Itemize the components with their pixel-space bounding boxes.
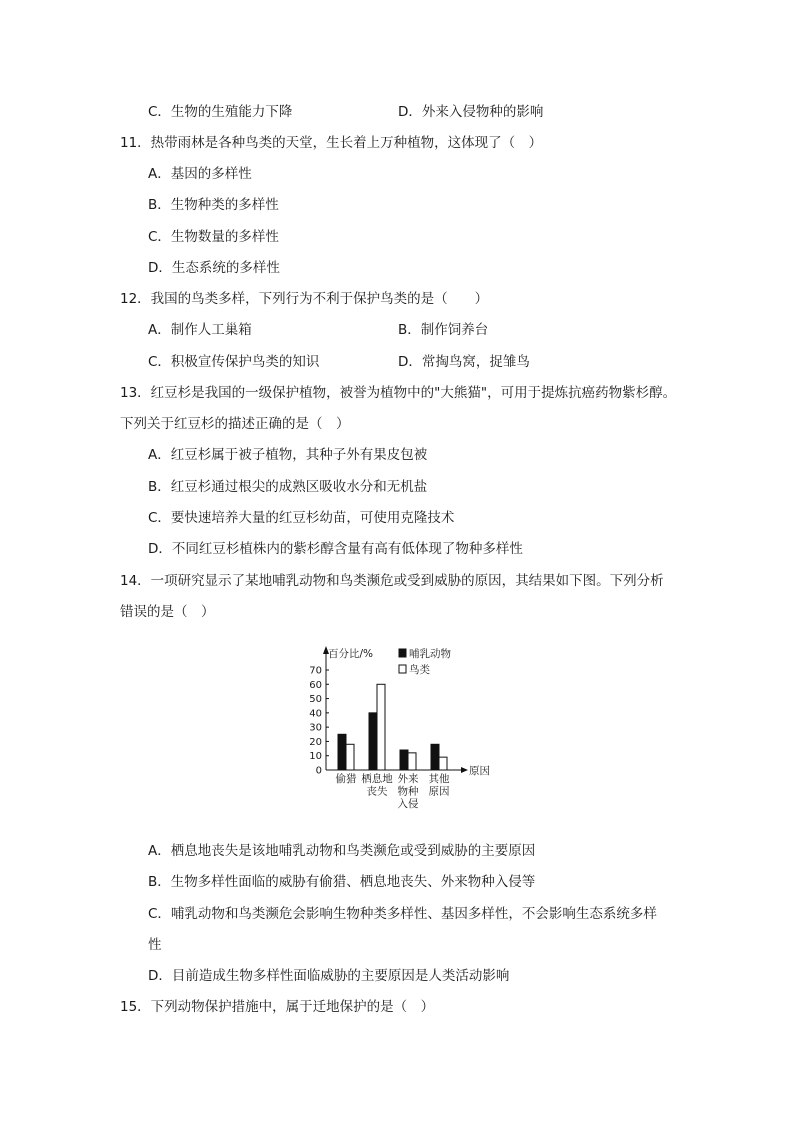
- y-tick-label: 70: [309, 665, 322, 677]
- q12-option-a: A．制作人工巢箱: [148, 322, 252, 338]
- q14-stem-line2: 错误的是（ ）: [120, 604, 215, 620]
- y-tick-label: 30: [309, 722, 322, 734]
- y-tick-label: 20: [309, 736, 322, 748]
- q15-stem: 15．下列动物保护措施中，属于迁地保护的是（ ）: [120, 999, 435, 1015]
- legend-swatch-mammal: [399, 649, 406, 657]
- bar-bird-1: [377, 684, 385, 770]
- q11-stem: 11．热带雨林是各种鸟类的天堂，生长着上万种植物，这体现了（ ）: [120, 135, 543, 151]
- q13-stem-line1: 13．红豆杉是我国的一级保护植物，被誉为植物中的"大熊猫"，可用于提炼抗癌药物紫杉醇。: [120, 385, 677, 401]
- y-axis-label: 百分比/%: [328, 648, 374, 660]
- q14-option-c-line1: C．哺乳动物和鸟类濒危会影响生物种类多样性、基因多样性，不会影响生态系统多样: [148, 906, 657, 922]
- q14-stem-line1: 14．一项研究显示了某地哺乳动物和鸟类濒危或受到威胁的原因，其结果如下图。下列分析: [120, 573, 664, 589]
- x-category-label: 其他: [428, 773, 450, 785]
- bar-mammal-2: [400, 750, 408, 770]
- q14-option-c-line2: 性: [148, 937, 162, 953]
- x-category-label: 物种: [397, 785, 419, 798]
- legend-label-mammal: 哺乳动物: [409, 648, 451, 660]
- q13-option-d: D．不同红豆杉植株内的紫杉醇含量有高有低体现了物种多样性: [148, 541, 523, 557]
- legend-label-bird: 鸟类: [409, 664, 430, 676]
- x-category-label: 入侵: [397, 798, 419, 810]
- x-category-label: 栖息地: [361, 773, 393, 785]
- x-axis-label: 原因: [469, 765, 490, 777]
- q13-stem-line2: 下列关于红豆杉的描述正确的是（ ）: [120, 416, 350, 432]
- q13-option-b: B．红豆杉通过根尖的成熟区吸收水分和无机盐: [148, 479, 428, 495]
- bar-mammal-1: [369, 713, 377, 770]
- q13-option-c: C．要快速培养大量的红豆杉幼苗，可使用克隆技术: [148, 510, 455, 526]
- q12-stem: 12．我国的鸟类多样，下列行为不利于保护鸟类的是（ ）: [120, 291, 489, 307]
- bar-bird-3: [439, 757, 447, 770]
- bar-mammal-3: [431, 744, 439, 770]
- x-category-label: 外来: [397, 773, 419, 785]
- q11-option-d: D．生态系统的多样性: [148, 260, 280, 276]
- q10-option-d: D．外来入侵物种的影响: [398, 104, 544, 120]
- y-tick-label: 50: [309, 694, 322, 706]
- q12-option-c: C．积极宣传保护鸟类的知识: [148, 354, 320, 370]
- q14-option-d: D．目前造成生物多样性面临威胁的主要原因是人类活动影响: [148, 968, 510, 984]
- x-category-label: 丧失: [366, 785, 388, 798]
- q12-option-b: B．制作饲养台: [398, 322, 489, 338]
- y-tick-label: 10: [309, 751, 322, 763]
- legend-swatch-bird: [399, 665, 406, 673]
- q11-option-c: C．生物数量的多样性: [148, 229, 279, 245]
- y-tick-label: 40: [309, 708, 322, 720]
- x-axis-arrow: [461, 767, 468, 773]
- chart-svg: [300, 640, 500, 820]
- q14-option-a: A．栖息地丧失是该地哺乳动物和鸟类濒危或受到威胁的主要原因: [148, 843, 536, 859]
- q14-option-b: B．生物多样性面临的威胁有偷猎、栖息地丧失、外来物种入侵等: [148, 874, 536, 890]
- x-category-label: 原因: [428, 785, 450, 798]
- bar-bird-2: [408, 753, 416, 770]
- q11-option-b: B．生物种类的多样性: [148, 197, 279, 213]
- bar-bird-0: [346, 744, 354, 770]
- y-tick-label: 60: [309, 679, 322, 691]
- q13-option-a: A．红豆杉属于被子植物，其种子外有果皮包被: [148, 447, 428, 463]
- q11-option-a: A．基因的多样性: [148, 166, 252, 182]
- q12-option-d: D．常掏鸟窝，捉雏鸟: [398, 354, 530, 370]
- q10-option-c: C．生物的生殖能力下降: [148, 104, 293, 120]
- y-tick-label: 0: [315, 765, 322, 777]
- x-category-label: 偷猎: [335, 773, 357, 785]
- q14-bar-chart: [300, 640, 500, 820]
- bar-mammal-0: [338, 734, 346, 770]
